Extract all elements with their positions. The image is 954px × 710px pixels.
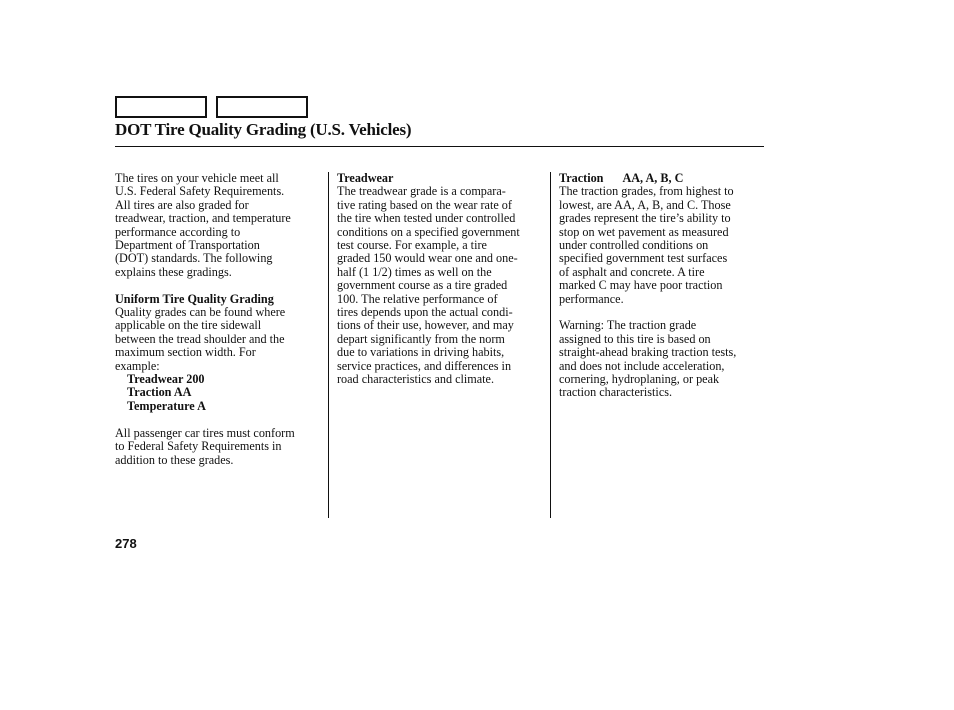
closing-line: addition to these grades. <box>115 452 234 467</box>
example-traction: Traction AA <box>127 385 192 400</box>
page-number: 278 <box>115 536 137 551</box>
treadwear-line: conditions on a specified government <box>337 224 520 239</box>
intro-line: performance according to <box>115 224 241 239</box>
treadwear-line: tions of their use, however, and may <box>337 318 514 333</box>
traction-heading-row <box>559 172 763 185</box>
treadwear-line: tires depends upon the actual condi- <box>337 305 513 320</box>
warning-line: cornering, hydroplaning, or peak <box>559 372 720 387</box>
uniform-grading-line: between the tread shoulder and the <box>115 331 285 346</box>
column-middle <box>337 172 549 387</box>
closing-line: to Federal Safety Requirements in <box>115 439 282 454</box>
treadwear-line: road characteristics and climate. <box>337 372 495 387</box>
section-tab-box-1 <box>115 96 207 118</box>
uniform-grading-line: maximum section width. For <box>115 345 256 360</box>
treadwear-line: depart significantly from the norm <box>337 331 505 346</box>
traction-line: stop on wet pavement as measured <box>559 224 729 239</box>
treadwear-line: due to variations in driving habits, <box>337 345 505 360</box>
warning-line: and does not include acceleration, <box>559 358 725 373</box>
traction-line: grades represent the tire’s ability to <box>559 211 731 226</box>
traction-grades: AA, A, B, C <box>622 171 684 185</box>
example-treadwear: Treadwear 200 <box>127 372 205 387</box>
traction-line: performance. <box>559 291 624 306</box>
treadwear-line: test course. For example, a tire <box>337 238 487 253</box>
traction-line: marked C may have poor traction <box>559 278 723 293</box>
column-right <box>559 172 763 400</box>
warning-line: straight-ahead braking traction tests, <box>559 345 737 360</box>
treadwear-line: The treadwear grade is a compara- <box>337 184 506 199</box>
traction-line: The traction grades, from highest to <box>559 184 734 199</box>
example-temperature: Temperature A <box>127 398 206 413</box>
traction-line: specified government test surfaces <box>559 251 728 266</box>
treadwear-line: service practices, and differences in <box>337 358 512 373</box>
uniform-grading-line: Quality grades can be found where <box>115 305 286 320</box>
column-left <box>115 172 321 467</box>
intro-line: Department of Transportation <box>115 238 260 253</box>
section-tab-box-2 <box>216 96 308 118</box>
treadwear-line: 100. The relative performance of <box>337 291 498 306</box>
treadwear-heading: Treadwear <box>337 171 394 185</box>
column-divider-left <box>328 172 329 518</box>
warning-line: Warning: The traction grade <box>559 318 697 333</box>
traction-line: lowest, are AA, A, B, and C. Those <box>559 197 731 212</box>
intro-line: explains these gradings. <box>115 264 232 279</box>
uniform-grading-line: applicable on the tire sidewall <box>115 318 262 333</box>
traction-heading: Traction <box>559 171 604 185</box>
treadwear-line: the tire when tested under controlled <box>337 211 516 226</box>
intro-line: U.S. Federal Safety Requirements. <box>115 184 285 199</box>
intro-line: The tires on your vehicle meet all <box>115 171 279 185</box>
warning-line: assigned to this tire is based on <box>559 331 711 346</box>
traction-line: of asphalt and concrete. A tire <box>559 264 705 279</box>
treadwear-line: tive rating based on the wear rate of <box>337 197 512 212</box>
uniform-grading-line: example: <box>115 358 160 373</box>
intro-line: treadwear, traction, and temperature <box>115 211 291 226</box>
page-title: DOT Tire Quality Grading (U.S. Vehicles) <box>115 120 412 139</box>
closing-line: All passenger car tires must conform <box>115 425 295 440</box>
treadwear-line: half (1 1/2) times as well on the <box>337 264 492 279</box>
intro-line: All tires are also graded for <box>115 197 249 212</box>
uniform-grading-heading: Uniform Tire Quality Grading <box>115 291 274 306</box>
intro-line: (DOT) standards. The following <box>115 251 273 266</box>
warning-line: traction characteristics. <box>559 385 673 400</box>
title-divider <box>115 146 764 147</box>
traction-line: under controlled conditions on <box>559 238 709 253</box>
treadwear-line: graded 150 would wear one and one- <box>337 251 518 266</box>
column-divider-right <box>550 172 551 518</box>
treadwear-line: government course as a tire graded <box>337 278 508 293</box>
